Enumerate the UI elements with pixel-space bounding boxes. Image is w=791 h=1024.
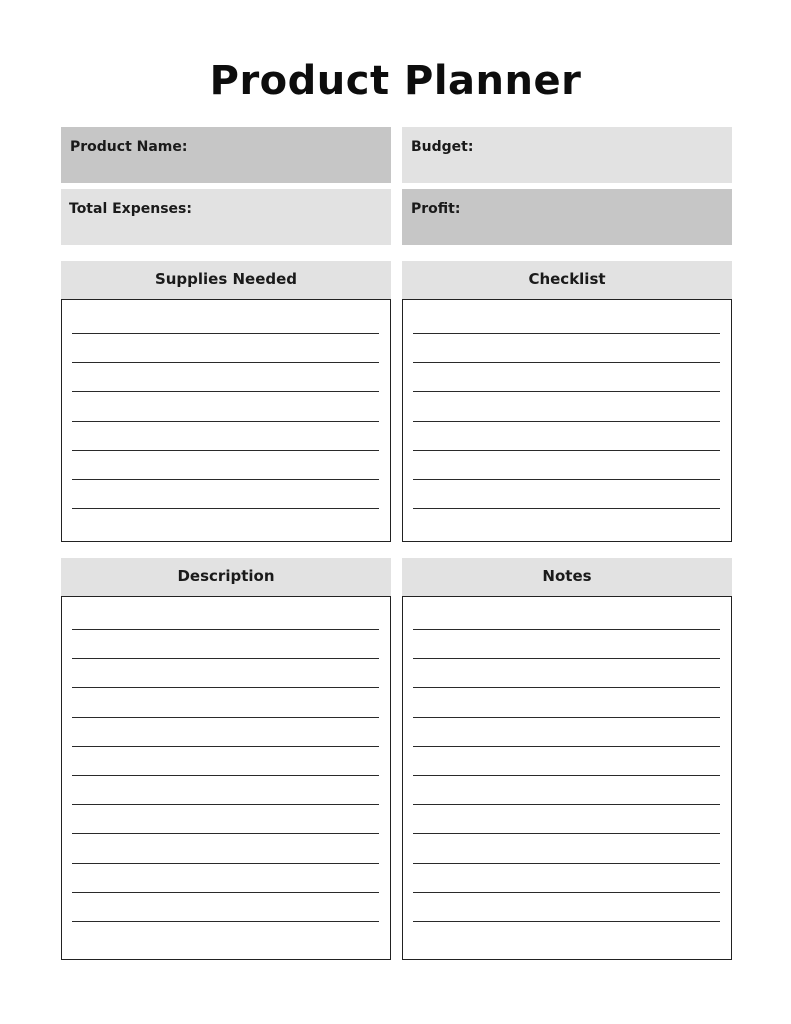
supplies-ruled-line: [72, 391, 379, 392]
checklist-box[interactable]: [402, 299, 732, 542]
description-ruled-line: [72, 833, 379, 834]
supplies-needed-header: Supplies Needed: [61, 261, 391, 299]
checklist-ruled-line: [413, 450, 720, 451]
budget-label: Budget:: [411, 139, 474, 155]
supplies-needed-box[interactable]: [61, 299, 391, 542]
notes-ruled-line: [413, 833, 720, 834]
notes-ruled-line: [413, 717, 720, 718]
description-ruled-line: [72, 658, 379, 659]
description-ruled-line: [72, 775, 379, 776]
description-ruled-line: [72, 863, 379, 864]
supplies-ruled-line: [72, 333, 379, 334]
total-expenses-field[interactable]: [61, 189, 391, 245]
total-expenses-label: Total Expenses:: [69, 201, 192, 217]
description-ruled-line: [72, 746, 379, 747]
description-box[interactable]: [61, 596, 391, 960]
checklist-header: Checklist: [402, 261, 732, 299]
checklist-ruled-line: [413, 508, 720, 509]
notes-ruled-line: [413, 629, 720, 630]
notes-ruled-line: [413, 775, 720, 776]
budget-field[interactable]: [402, 127, 732, 183]
supplies-ruled-line: [72, 479, 379, 480]
description-ruled-line: [72, 892, 379, 893]
description-ruled-line: [72, 804, 379, 805]
description-header: Description: [61, 558, 391, 596]
supplies-ruled-line: [72, 508, 379, 509]
profit-label: Profit:: [411, 201, 461, 217]
notes-ruled-line: [413, 804, 720, 805]
notes-ruled-line: [413, 863, 720, 864]
description-ruled-line: [72, 717, 379, 718]
supplies-ruled-line: [72, 362, 379, 363]
checklist-ruled-line: [413, 391, 720, 392]
description-ruled-line: [72, 687, 379, 688]
page-title: Product Planner: [209, 58, 582, 104]
description-ruled-line: [72, 921, 379, 922]
notes-ruled-line: [413, 892, 720, 893]
description-ruled-line: [72, 629, 379, 630]
notes-ruled-line: [413, 687, 720, 688]
notes-header: Notes: [402, 558, 732, 596]
supplies-ruled-line: [72, 450, 379, 451]
checklist-ruled-line: [413, 362, 720, 363]
checklist-ruled-line: [413, 479, 720, 480]
notes-ruled-line: [413, 746, 720, 747]
notes-ruled-line: [413, 921, 720, 922]
notes-ruled-line: [413, 658, 720, 659]
profit-field[interactable]: [402, 189, 732, 245]
notes-box[interactable]: [402, 596, 732, 960]
checklist-ruled-line: [413, 421, 720, 422]
product-name-label: Product Name:: [70, 139, 188, 155]
supplies-ruled-line: [72, 421, 379, 422]
product-name-field[interactable]: [61, 127, 391, 183]
checklist-ruled-line: [413, 333, 720, 334]
